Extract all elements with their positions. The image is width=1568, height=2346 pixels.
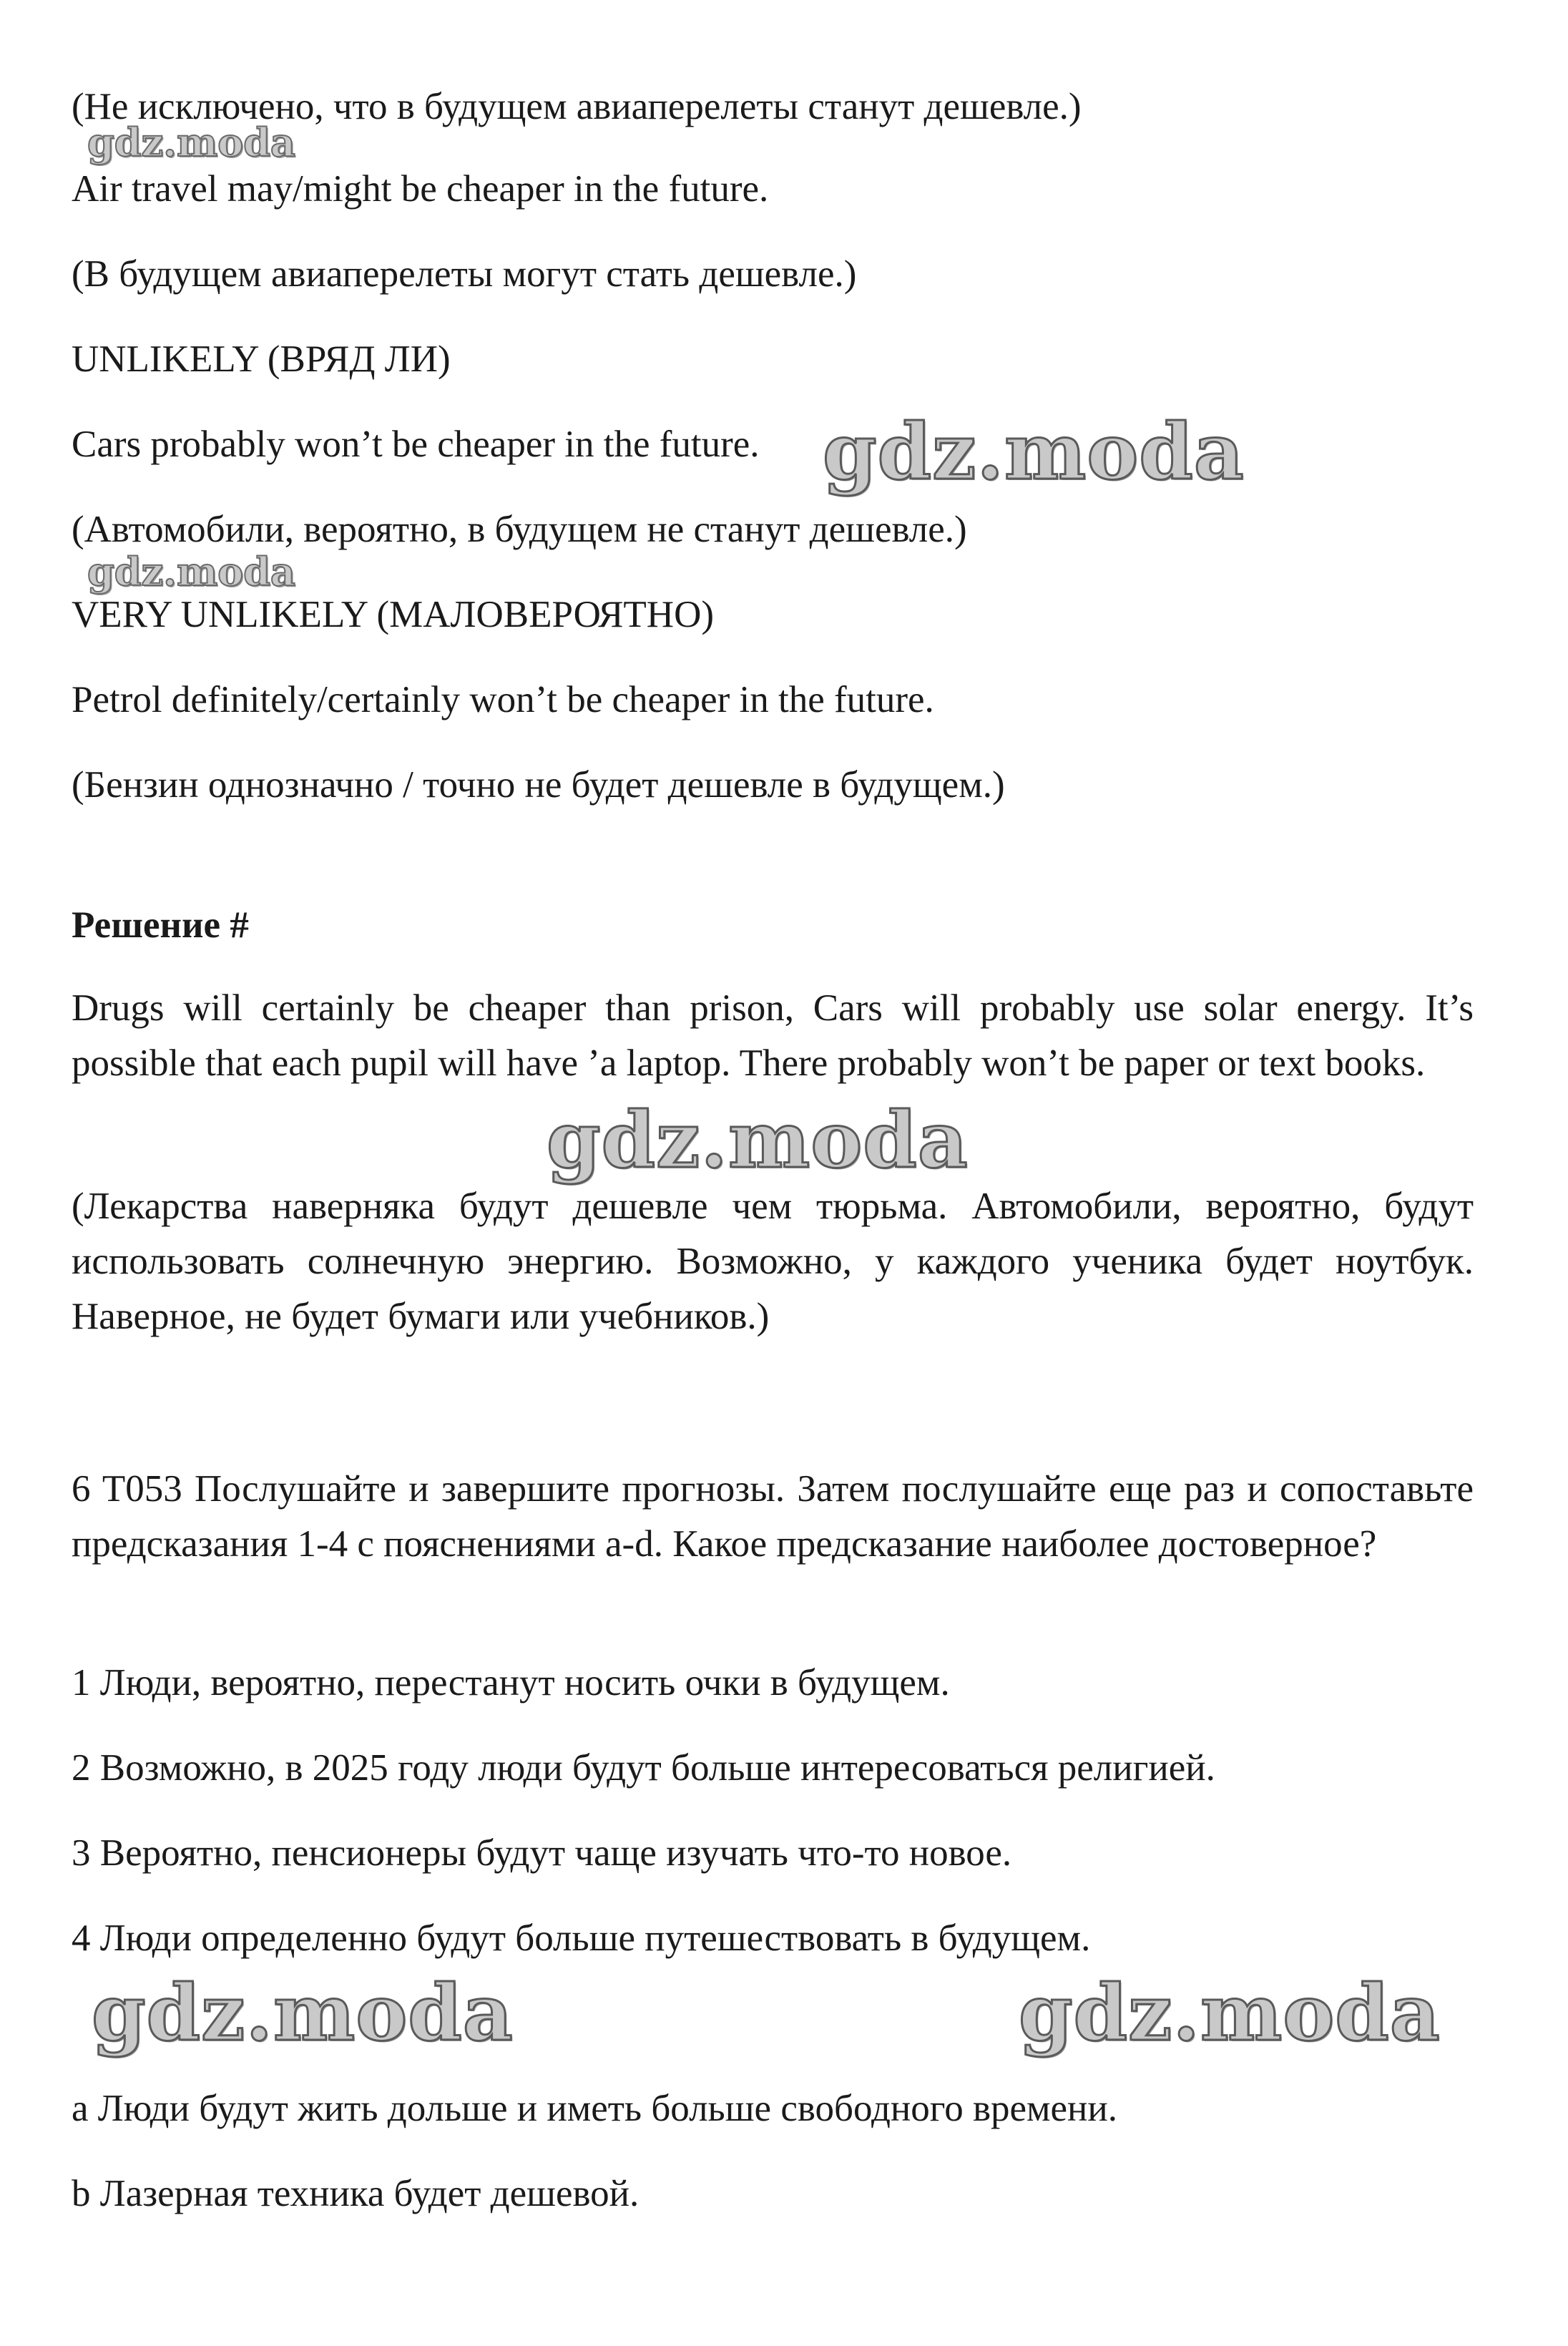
text-line: UNLIKELY (ВРЯД ЛИ) bbox=[72, 338, 451, 380]
text-line: Petrol definitely/certainly won’t be cheaper in the future. bbox=[72, 679, 934, 720]
watermark-logo: gdz.moda bbox=[823, 407, 1245, 497]
prediction-item: 1 Люди, вероятно, перестанут носить очки в будущем. bbox=[72, 1662, 950, 1704]
watermark-logo: gdz.moda bbox=[547, 1095, 969, 1186]
text-line: Cars probably won’t be cheaper in the future. bbox=[72, 424, 760, 465]
prediction-item: 3 Вероятно, пенсионеры будут чаще изучать что-то новое. bbox=[72, 1832, 1012, 1874]
text-line: (Не исключено, что в будущем авиаперелеты станут дешевле.) bbox=[72, 86, 1082, 127]
prediction-item: 4 Люди определенно будут больше путешествовать в будущем. bbox=[72, 1917, 1091, 1959]
watermark-logo: gdz.moda bbox=[1019, 1968, 1441, 2058]
explanation-item: a Люди будут жить дольше и иметь больше свободного времени. bbox=[72, 2088, 1118, 2129]
watermark-logo: gdz.moda bbox=[92, 1968, 514, 2058]
watermark-logo: gdz.moda bbox=[87, 119, 295, 165]
solution-english-paragraph: Drugs will certainly be cheaper than prison, Cars will probably use solar energy. It’s possible that each pupil will have ’a laptop. There probably won’t be paper or text books. bbox=[72, 987, 1474, 1084]
prediction-item: 2 Возможно, в 2025 году люди будут больше интересоваться религией. bbox=[72, 1747, 1215, 1789]
text-line: Air travel may/might be cheaper in the future. bbox=[72, 168, 769, 210]
text-line: (Автомобили, вероятно, в будущем не станут дешевле.) bbox=[72, 509, 967, 550]
solution-heading: Решение # bbox=[72, 904, 249, 946]
solution-russian-paragraph: (Лекарства наверняка будут дешевле чем тюрьма. Автомобили, вероятно, будут использовать солнечную энергию. Возможно, у каждого ученика будет ноутбук. Наверное, не будет бумаги или учебников.) bbox=[72, 1186, 1474, 1337]
exercise-instruction: 6 T053 Послушайте и завершите прогнозы. Затем послушайте еще раз и сопоставьте предсказания 1-4 с пояснениями a-d. Какое предсказание наиболее достоверное? bbox=[72, 1468, 1474, 1565]
watermark-logo: gdz.moda bbox=[87, 549, 295, 595]
text-line: (В будущем авиаперелеты могут стать дешевле.) bbox=[72, 253, 857, 295]
text-line: (Бензин однозначно / точно не будет дешевле в будущем.) bbox=[72, 764, 1005, 806]
text-line: VERY UNLIKELY (МАЛОВЕРОЯТНО) bbox=[72, 594, 714, 635]
explanation-item: b Лазерная техника будет дешевой. bbox=[72, 2173, 640, 2214]
